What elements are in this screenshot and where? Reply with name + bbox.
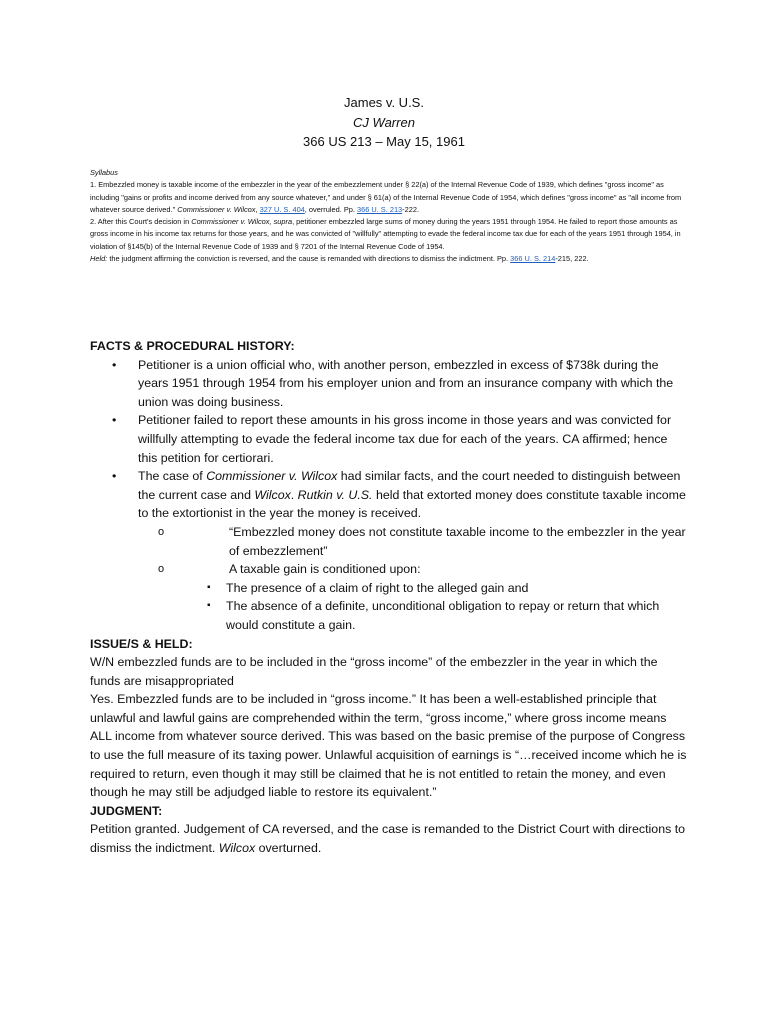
syllabus-text: , bbox=[255, 204, 260, 214]
sub-list-item: o “Embezzled money does not constitute taxable income to the embezzler in the year of embezzlement” bbox=[90, 523, 690, 560]
syllabus-text: 2. After this Court's decision in bbox=[90, 217, 192, 227]
case-digest-body bbox=[90, 337, 690, 858]
case-reference: Commissioner v. Wilcox bbox=[206, 469, 338, 484]
syllabus-paragraph-1 bbox=[90, 179, 690, 216]
judgment-heading: JUDGMENT: bbox=[90, 803, 163, 818]
court-author: CJ Warren bbox=[353, 114, 415, 130]
list-item-text: The case of bbox=[138, 469, 207, 484]
list-item: • Petitioner is a union official who, with another person, embezzled in excess of $738k during the years 1951 through 1954 from his employer union and from an insurance company with which the union was doing business. bbox=[90, 356, 690, 412]
judgment-text-part: overturned. bbox=[255, 841, 322, 856]
facts-heading: FACTS & PROCEDURAL HISTORY: bbox=[90, 339, 295, 353]
judgment-text bbox=[90, 820, 690, 857]
sub-list-item-text: A taxable gain is conditioned upon: bbox=[229, 562, 421, 577]
judgment-text-part: Petition granted. Judgement of CA reversed, and the case is remanded to the District Court with directions to dismiss the indictment. bbox=[90, 822, 686, 856]
facts-list bbox=[90, 356, 690, 635]
syllabus-section bbox=[90, 167, 690, 265]
case-reference: Commissioner v. Wilcox bbox=[177, 204, 256, 214]
syllabus-label: Syllabus bbox=[90, 168, 118, 177]
case-reference: Rutkin v. U.S. bbox=[297, 487, 373, 502]
case-header bbox=[0, 93, 768, 152]
issue-question: W/N embezzled funds are to be included in the “gross income” of the embezzler in the year in which the funds are misappropriated bbox=[90, 655, 658, 688]
citation-link[interactable]: 327 U. S. 404 bbox=[259, 204, 305, 214]
case-citation: 366 US 213 – May 15, 1961 bbox=[303, 134, 465, 149]
issue-heading: ISSUE/S & HELD: bbox=[90, 636, 193, 651]
list-item: • Petitioner failed to report these amounts in his gross income in those years and was convicted for willfully attempting to evade the federal income tax due for each of the years. CA affirmed; hence this petition for certiorari. bbox=[90, 411, 690, 467]
list-item bbox=[90, 467, 690, 634]
syllabus-text: , petitioner embezzled large sums of money during the years 1951 through 1954. He failed to report those amounts as gross income in his income tax returns for those years, and he was convicted of "willfully" attempting to evade the federal income tax due for each of the years 1951 through 1954, in violation of §145(b) of the Internal Revenue Code of 1939 and § 7201 of the Internal Revenue Code of 1954. bbox=[90, 217, 681, 251]
syllabus-text: -222. bbox=[402, 204, 420, 214]
sub-list bbox=[138, 523, 690, 635]
list-item-text: held that extorted money does constitute taxable income to the extortionist in the year the money is received. bbox=[138, 487, 686, 521]
case-reference: Commissioner v. Wilcox, supra bbox=[191, 217, 293, 227]
syllabus-text: the judgment affirming the conviction is reversed, and the cause is remanded with directions to dismiss the indictment. Pp. bbox=[107, 254, 511, 264]
syllabus-held bbox=[90, 253, 690, 265]
citation-link[interactable]: 366 U. S. 214 bbox=[510, 254, 556, 264]
sub-sub-list bbox=[226, 579, 690, 635]
syllabus-paragraph-2 bbox=[90, 216, 690, 253]
case-reference: Wilcox bbox=[254, 487, 291, 502]
syllabus-text: , overruled. Pp. bbox=[304, 204, 357, 214]
citation-link[interactable]: 366 U. S. 213 bbox=[356, 204, 403, 214]
sub-list-item bbox=[90, 560, 690, 634]
sub-sub-list-item: ▪ The presence of a claim of right to the alleged gain and bbox=[181, 579, 690, 598]
case-name: James v. U.S. bbox=[344, 95, 424, 110]
syllabus-text: -215, 222. bbox=[555, 254, 589, 264]
issue-answer: Yes. Embezzled funds are to be included in “gross income.” It has been a well-established principle that unlawful and lawful gains are comprehended within the term, “gross income,” where gross income means ALL income from whatever source derived. This was based on the basic premise of the purpose of Congress to use the full measure of its taxing power. Unlawful acquisition of earnings is “…received income which he is required to return, even though it may still be claimed that he is not entitled to retain the money, and even though he may still be adjudged liable to restore its equivalent.” bbox=[90, 692, 687, 800]
held-label: Held: bbox=[90, 254, 108, 264]
sub-sub-list-item: ▪ The absence of a definite, unconditional obligation to repay or return that which would constitute a gain. bbox=[181, 597, 690, 634]
case-reference: Wilcox bbox=[218, 841, 256, 856]
syllabus-text: 1. Embezzled money is taxable income of the embezzler in the year of the embezzlement under § 22(a) of the Internal Revenue Code of 1939, which defines "gross income" as including "gains or profits and income derived from any source whatever," and under § 61(a) of the Internal Revenue Code of 1954, which defines "gross income" as "all income from whatever source derived." bbox=[90, 180, 682, 214]
list-item-text: had similar facts, and the court needed to distinguish between the current case and bbox=[138, 469, 681, 502]
list-item-text: . bbox=[290, 487, 298, 502]
